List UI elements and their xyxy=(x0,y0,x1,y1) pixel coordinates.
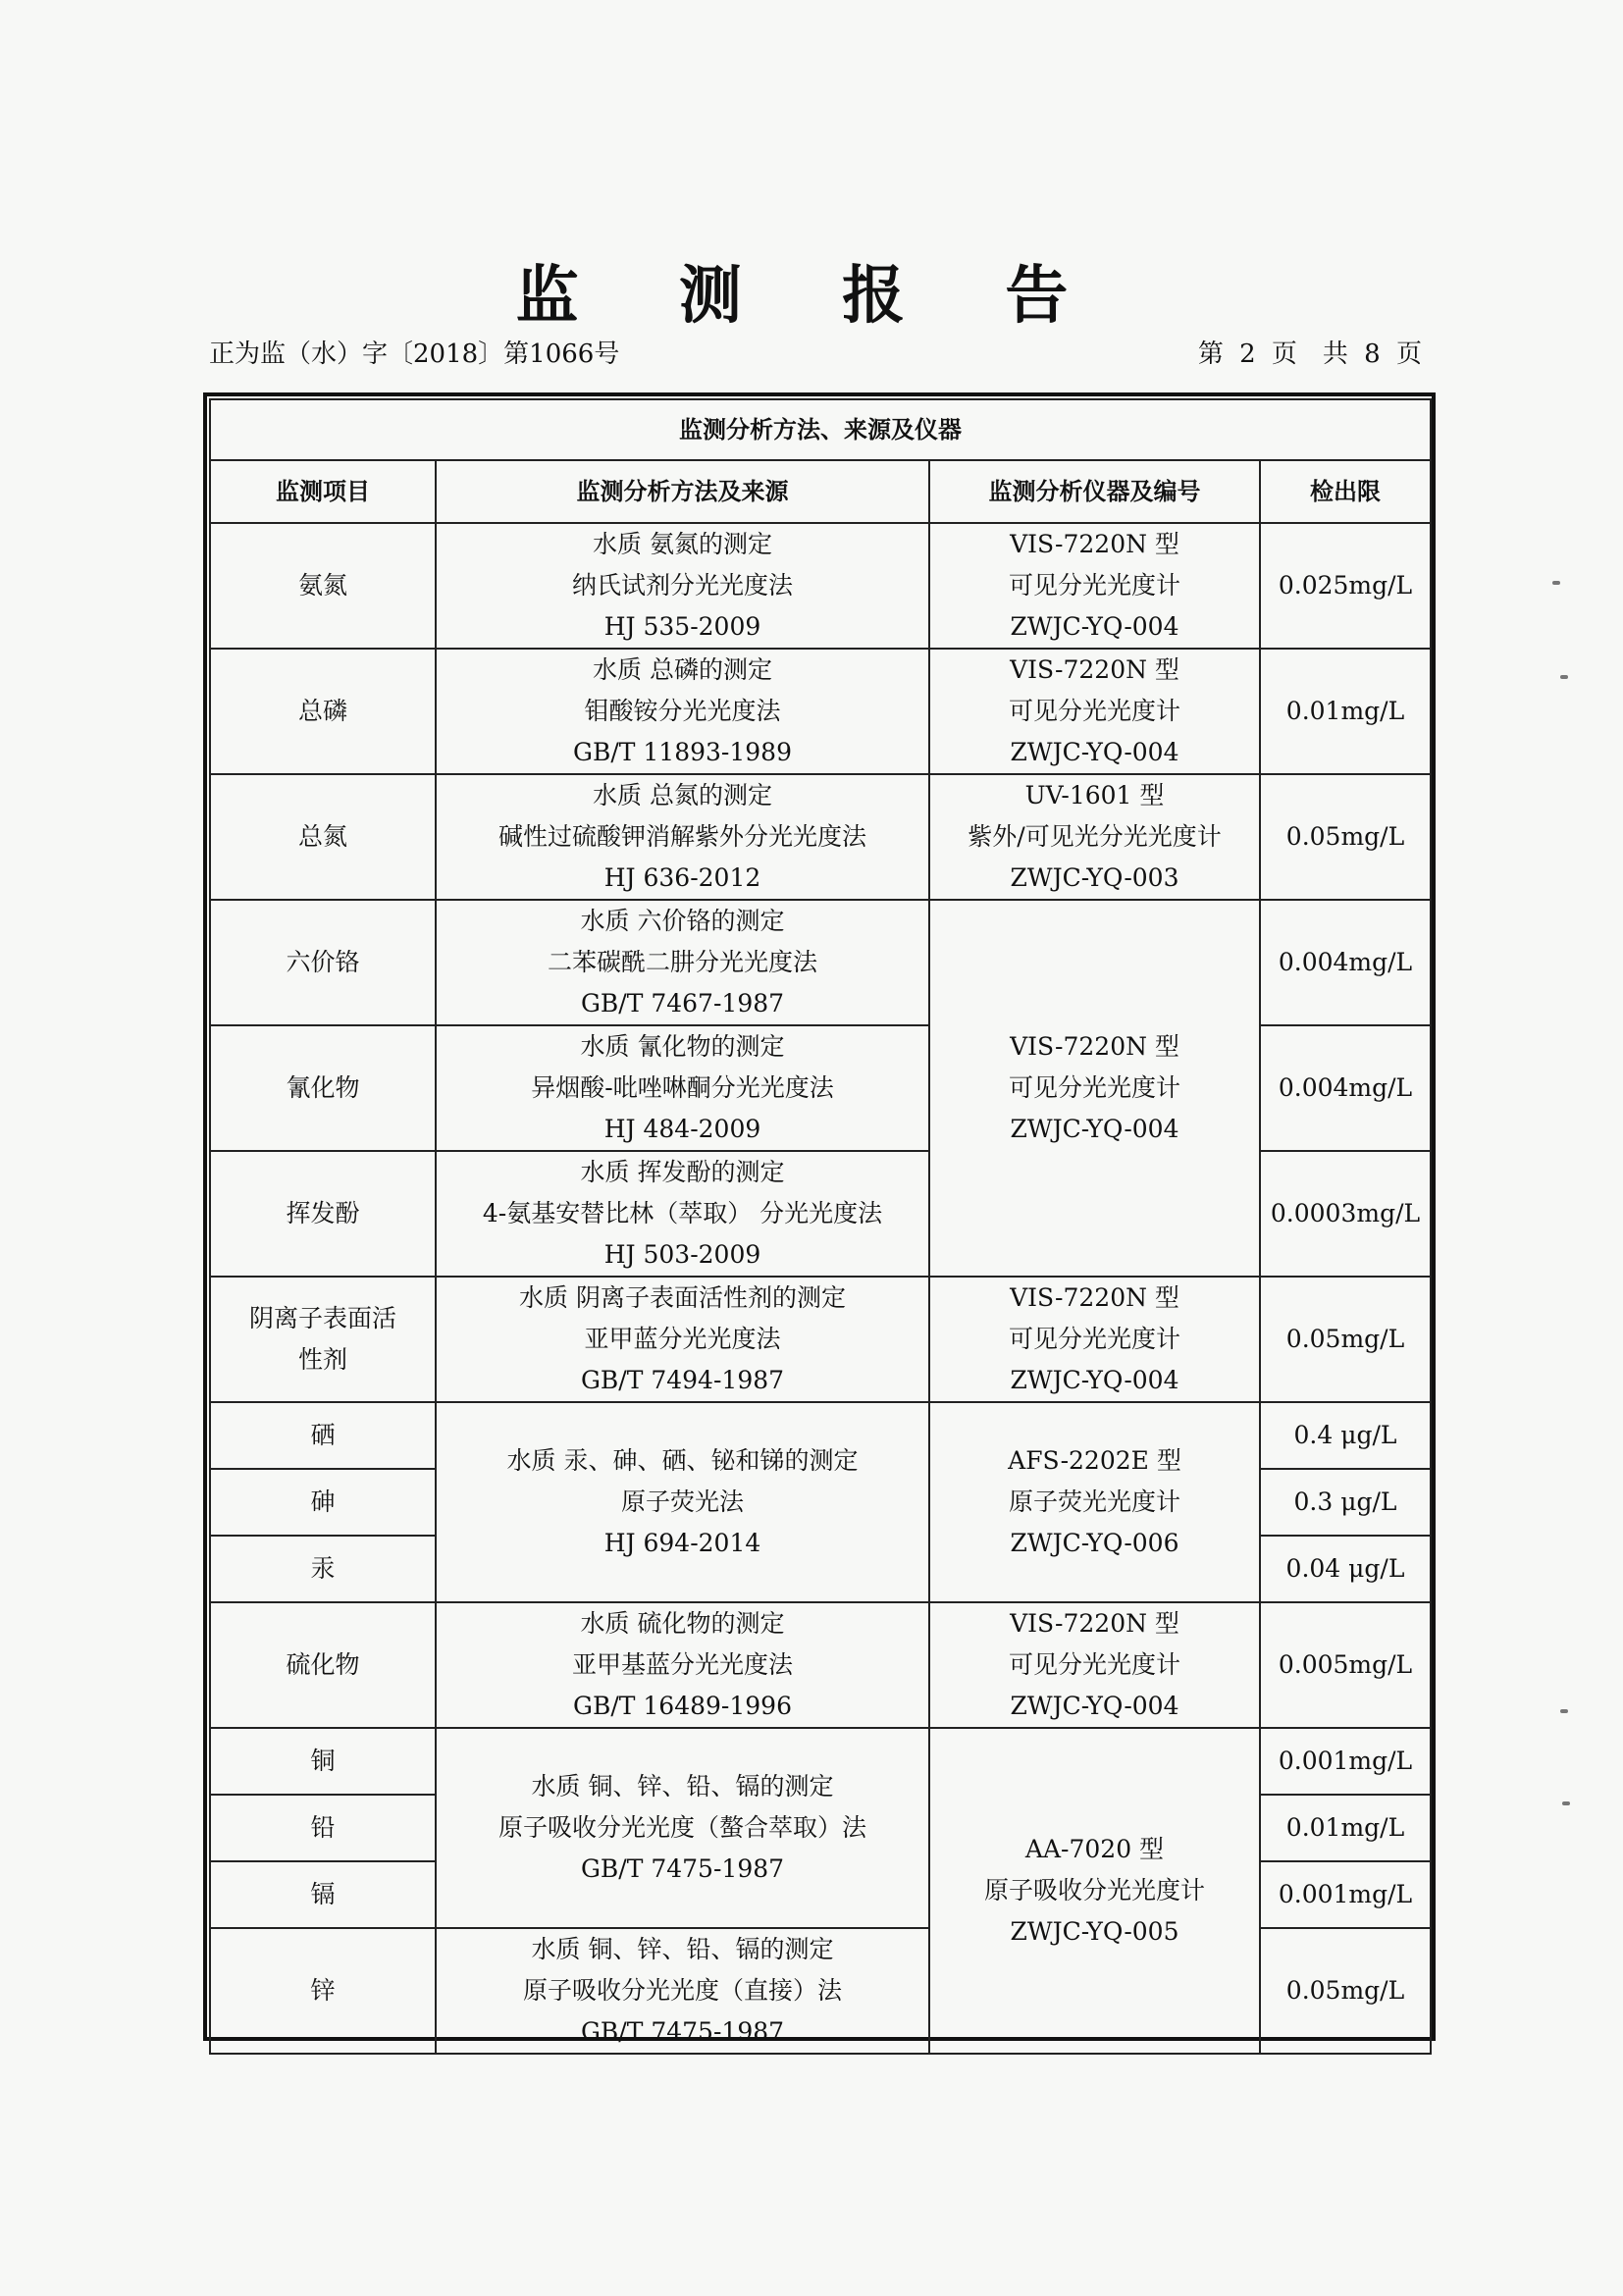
instrument-cell: UV-1601 型 紫外/可见光分光光度计 ZWJC-YQ-003 xyxy=(929,774,1260,900)
table-row xyxy=(210,1402,1431,1469)
method-cell: 水质 氨氮的测定 纳氏试剂分光光度法 HJ 535-2009 xyxy=(436,523,929,649)
scan-mark xyxy=(1562,1801,1570,1805)
column-header-method: 监测分析方法及来源 xyxy=(436,460,929,523)
item-cell: 挥发酚 xyxy=(210,1151,436,1277)
limit-cell: 0.0003mg/L xyxy=(1260,1151,1431,1277)
limit-cell: 0.05mg/L xyxy=(1260,1928,1431,2054)
page-indicator: 第 2 页 共 8 页 xyxy=(1197,339,1422,369)
method-cell-shared: 水质 铜、锌、铅、镉的测定 原子吸收分光光度（螯合萃取）法 GB/T 7475-1987 xyxy=(436,1728,929,1928)
limit-cell: 0.01mg/L xyxy=(1260,649,1431,774)
instrument-cell: VIS-7220N 型 可见分光光度计 ZWJC-YQ-004 xyxy=(929,649,1260,774)
item-cell: 六价铬 xyxy=(210,900,436,1025)
document-number: 正为监（水）字〔2018〕第1066号 xyxy=(209,339,620,369)
item-cell: 氨氮 xyxy=(210,523,436,649)
item-cell: 锌 xyxy=(210,1928,436,2054)
column-header-item: 监测项目 xyxy=(210,460,436,523)
limit-cell: 0.05mg/L xyxy=(1260,1277,1431,1402)
item-cell: 阴离子表面活 性剂 xyxy=(210,1277,436,1402)
limit-cell: 0.01mg/L xyxy=(1260,1795,1431,1861)
method-cell: 水质 阴离子表面活性剂的测定 亚甲蓝分光光度法 GB/T 7494-1987 xyxy=(436,1277,929,1402)
item-cell: 汞 xyxy=(210,1536,436,1602)
scan-mark xyxy=(1552,581,1560,585)
item-cell: 铜 xyxy=(210,1728,436,1795)
instrument-cell-shared: AFS-2202E 型 原子荧光光度计 ZWJC-YQ-006 xyxy=(929,1402,1260,1602)
report-title: 监 测 报 告 xyxy=(515,259,1108,333)
limit-cell: 0.004mg/L xyxy=(1260,900,1431,1025)
table-caption: 监测分析方法、来源及仪器 xyxy=(210,399,1431,460)
table-row xyxy=(210,774,1431,900)
scan-mark xyxy=(1560,675,1568,679)
item-cell: 镉 xyxy=(210,1861,436,1928)
limit-cell: 0.001mg/L xyxy=(1260,1728,1431,1795)
limit-cell: 0.005mg/L xyxy=(1260,1602,1431,1728)
method-cell: 水质 六价铬的测定 二苯碳酰二肼分光光度法 GB/T 7467-1987 xyxy=(436,900,929,1025)
item-cell: 硒 xyxy=(210,1402,436,1469)
table-header-row xyxy=(210,460,1431,523)
method-cell: 水质 氰化物的测定 异烟酸-吡唑啉酮分光光度法 HJ 484-2009 xyxy=(436,1025,929,1151)
limit-cell: 0.001mg/L xyxy=(1260,1861,1431,1928)
instrument-cell-shared: AA-7020 型 原子吸收分光光度计 ZWJC-YQ-005 xyxy=(929,1728,1260,2054)
method-cell: 水质 挥发酚的测定 4-氨基安替比林（萃取） 分光光度法 HJ 503-2009 xyxy=(436,1151,929,1277)
item-cell: 总氮 xyxy=(210,774,436,900)
item-cell: 硫化物 xyxy=(210,1602,436,1728)
method-cell: 水质 硫化物的测定 亚甲基蓝分光光度法 GB/T 16489-1996 xyxy=(436,1602,929,1728)
item-cell: 砷 xyxy=(210,1469,436,1536)
table-row xyxy=(210,1277,1431,1402)
method-cell: 水质 总磷的测定 钼酸铵分光光度法 GB/T 11893-1989 xyxy=(436,649,929,774)
limit-cell: 0.4 μg/L xyxy=(1260,1402,1431,1469)
instrument-cell-shared: VIS-7220N 型 可见分光光度计 ZWJC-YQ-004 xyxy=(929,900,1260,1277)
table-row xyxy=(210,1728,1431,1795)
item-cell: 总磷 xyxy=(210,649,436,774)
method-cell: 水质 总氮的测定 碱性过硫酸钾消解紫外分光光度法 HJ 636-2012 xyxy=(436,774,929,900)
table-row xyxy=(210,900,1431,1025)
methods-table xyxy=(209,398,1432,2055)
limit-cell: 0.04 μg/L xyxy=(1260,1536,1431,1602)
column-header-limit: 检出限 xyxy=(1260,460,1431,523)
instrument-cell: VIS-7220N 型 可见分光光度计 ZWJC-YQ-004 xyxy=(929,1602,1260,1728)
table-row xyxy=(210,1602,1431,1728)
limit-cell: 0.05mg/L xyxy=(1260,774,1431,900)
table-row xyxy=(210,649,1431,774)
table-row xyxy=(210,523,1431,649)
scan-mark xyxy=(1560,1709,1568,1713)
limit-cell: 0.004mg/L xyxy=(1260,1025,1431,1151)
limit-cell: 0.3 μg/L xyxy=(1260,1469,1431,1536)
limit-cell: 0.025mg/L xyxy=(1260,523,1431,649)
instrument-cell: VIS-7220N 型 可见分光光度计 ZWJC-YQ-004 xyxy=(929,1277,1260,1402)
method-cell-shared: 水质 汞、砷、硒、铋和锑的测定 原子荧光法 HJ 694-2014 xyxy=(436,1402,929,1602)
item-cell: 氰化物 xyxy=(210,1025,436,1151)
column-header-instrument: 监测分析仪器及编号 xyxy=(929,460,1260,523)
item-cell: 铅 xyxy=(210,1795,436,1861)
method-cell: 水质 铜、锌、铅、镉的测定 原子吸收分光光度（直接）法 GB/T 7475-1987 xyxy=(436,1928,929,2054)
table-caption-row xyxy=(210,399,1431,460)
instrument-cell: VIS-7220N 型 可见分光光度计 ZWJC-YQ-004 xyxy=(929,523,1260,649)
